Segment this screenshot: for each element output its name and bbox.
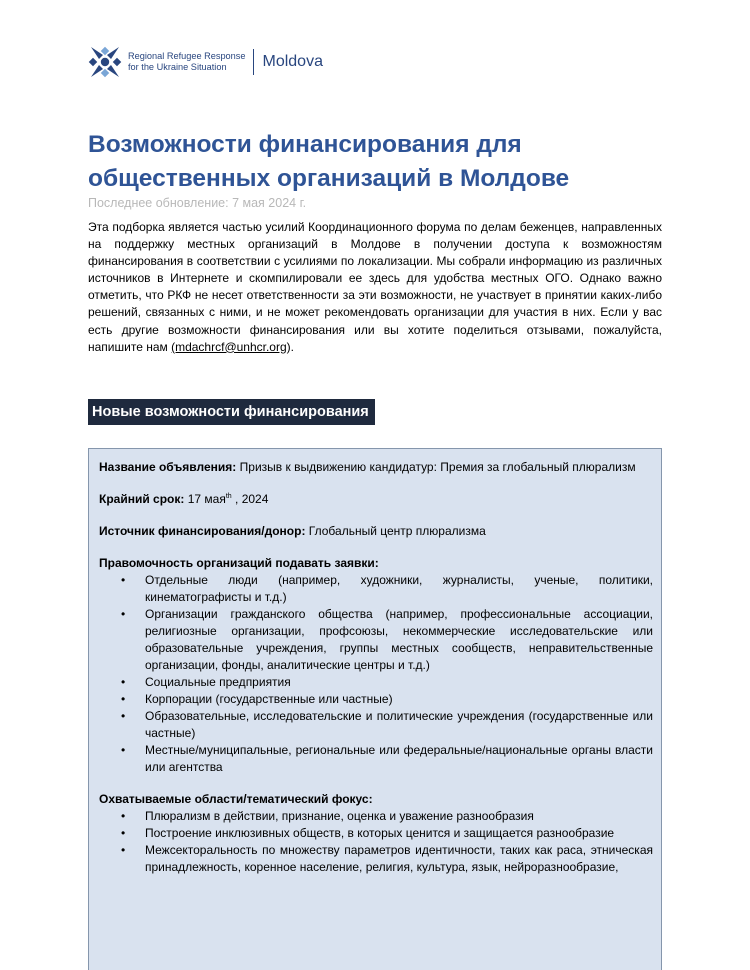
list-item: • Корпорации (государственные или частные) xyxy=(145,691,653,708)
list-item: • Организации гражданского общества (например, профессиональные ассоциации, религиозные организации, профсоюзы, некоммерческие исследовательские или образовательные учреждения, группы местных сообществ, неправительственные организации, фонды, аналитические центры и т.д.) xyxy=(145,606,653,674)
last-updated: Последнее обновление: 7 мая 2024 г. xyxy=(88,196,307,210)
intro-end: ). xyxy=(286,339,294,354)
intro-paragraph xyxy=(88,219,662,356)
announcement-name xyxy=(99,459,653,476)
funding-source xyxy=(99,523,653,540)
deadline-day: 17 мая xyxy=(187,492,226,506)
refugee-response-logo-icon xyxy=(88,45,122,79)
focus-list xyxy=(99,808,653,876)
list-item: • Местные/муниципальные, региональные или федеральные/национальные органы власти или агентства xyxy=(145,742,653,776)
logo-wordmark xyxy=(128,51,245,73)
list-item: • Образовательные, исследовательские и политические учреждения (государственные или частные) xyxy=(145,708,653,742)
eligibility-heading xyxy=(99,555,653,572)
list-item: • Плюрализм в действии, признание, оценка и уважение разнообразия xyxy=(145,808,653,825)
contact-email-link[interactable]: (mdachrcf@unhcr.org xyxy=(171,339,287,354)
logo-country: Moldova xyxy=(262,53,323,70)
page-title: Возможности финансирования для общественных организаций в Молдове xyxy=(88,131,570,192)
funding-source-label: Источник финансирования/донор: xyxy=(99,524,306,538)
announcement-name-label: Название объявления: xyxy=(99,460,237,474)
intro-text: Эта подборка является частью усилий Координационного форума по делам беженцев, направленных на поддержку местных организаций в Молдове в получении доступа к возможностям финансирования в соответствии с усилиями по локализации. Мы собрали информацию из различных источников в Интернете и скомпилировали ее здесь для удобства местных ОГО. Однако важно отметить, что РКФ не несет ответственности за эти возможности, не участвует в принятии каких-либо решений, связанных с ними, и не может рекомендовать организации для участия в них. Если у вас есть другие возможности финансирования или вы хотите поделиться отзывами, пожалуйста, напишите нам xyxy=(88,220,662,354)
list-item: • Социальные предприятия xyxy=(145,674,653,691)
list-item: • Построение инклюзивных обществ, в которых ценится и защищается разнообразие xyxy=(145,825,653,842)
focus-heading xyxy=(99,791,653,808)
opportunity-card xyxy=(88,448,662,970)
header-logo xyxy=(88,44,323,80)
logo-divider xyxy=(253,49,254,75)
list-item: • Отдельные люди (например, художники, журналисты, ученые, политики, кинематографисты и т.д.) xyxy=(145,572,653,606)
section-heading: Новые возможности финансирования xyxy=(88,399,375,425)
logo-line-1: Regional Refugee Response xyxy=(128,51,246,61)
logo-line-2: for the Ukraine Situation xyxy=(128,62,227,72)
funding-source-value: Глобальный центр плюрализма xyxy=(308,524,486,538)
announcement-name-value: Призыв к выдвижению кандидатур: Премия за глобальный плюрализм xyxy=(239,460,636,474)
deadline-year: , 2024 xyxy=(235,492,269,506)
deadline xyxy=(99,491,653,508)
focus-label: Охватываемые области/тематический фокус: xyxy=(99,792,373,806)
eligibility-label: Правомочность организаций подавать заявки: xyxy=(99,556,379,570)
deadline-label: Крайний срок: xyxy=(99,492,185,506)
deadline-suffix: th xyxy=(225,493,232,500)
eligibility-list xyxy=(99,572,653,776)
list-item: • Межсекторальность по множеству параметров идентичности, таких как раса, этническая принадлежность, коренное население, религия, культура, язык, нейроразнообразие, xyxy=(145,842,653,876)
